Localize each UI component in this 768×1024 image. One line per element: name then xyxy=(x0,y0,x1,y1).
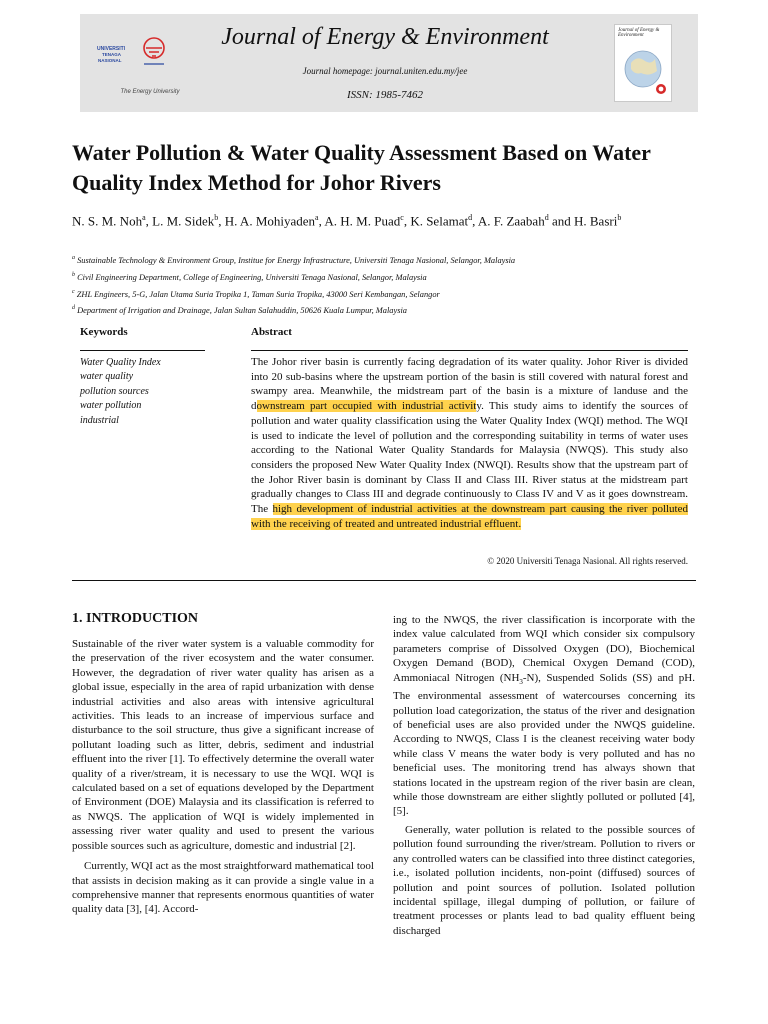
journal-homepage[interactable]: Journal homepage: journal.uniten.edu.my/jee xyxy=(302,66,468,76)
keywords-heading: Keywords xyxy=(80,326,128,338)
abstract-highlight-1: ownstream part occupied with industrial activit xyxy=(256,400,477,413)
author-affiliation-mark: b xyxy=(214,213,219,222)
keyword-item: industrial xyxy=(80,414,119,426)
cover-title: Journal of Energy & Environment xyxy=(618,28,660,38)
intro-paragraph-1: Sustainable of the river water system is a valuable commodity for the preservation of the river ecosystem and the water consumer. However, the degradation of river water quality has arisen as a global issue, especially in the area of rapid urbanization with dense industrial activities and also areas with intensive agricultural activities. This leads to an increase of impervious surface and disturbance to the soil structure, thus give a significant increase of pollutant loading such as litter, debris, sediment and industrial effluent into the river [1]. To effectively determine the overall water quality of a river/stream, it is necessary to use the WQI. WQI is calculated based on a set of equations developed by the Department of Environment (DOE) Malaysia and its classification is referred to as NWQS. The application of WQI is widely implemented in assessing river water quality and used to present the various possible sources such as agriculture, domestic and industrial [2]. xyxy=(72,638,374,852)
copyright-notice: © 2020 Universiti Tenaga Nasional. All rights reserved. xyxy=(487,556,688,566)
affiliation-letter: d xyxy=(72,305,75,312)
keyword-list xyxy=(80,356,210,428)
affiliation-text: Sustainable Technology & Environment Group, Institue for Energy Infrastructure, Universiti Tenaga Nasional, Selangor, Malaysia xyxy=(75,255,516,265)
author-affiliation-mark: d xyxy=(544,213,549,222)
author-name: A. H. M. Puad xyxy=(324,213,401,229)
abstract-divider xyxy=(251,350,688,351)
author-name: H. A. Mohiyaden xyxy=(224,213,316,229)
abstract-highlight-2: high development of industrial activities at the downstream part causing the river polluted with the receiving of treated and untreated industrial effluent. xyxy=(251,503,688,530)
author-affiliation-mark: c xyxy=(400,213,404,222)
affiliation-text: Civil Engineering Department, College of Engineering, Universiti Tenaga Nasional, Selangor, Malaysia xyxy=(75,272,427,282)
abstract-part-1: The Johor river basin is currently facing degradation of its water quality. Johor River is divided into 20 sub-basins where the upstream portion of the basin is still covered with natural forest and swampy area. Meanwhile, the midstream part of the basin is a mixture of landuse and the d xyxy=(251,356,688,413)
affiliation-letter: b xyxy=(72,271,75,278)
intro-paragraph-2: Currently, WQI act as the most straightforward mathematical tool that assists in decision making as it can provide a single value in a comprehensive manner that represents enormous quantities of water quality data [3], [4]. Accord- xyxy=(72,860,374,916)
intro-paragraph-2-continued: ing to the NWQS, the river classification is incorporate with the index value calculated from WQI which consider six compulsory parameters comprise of Dissolved Oxygen (DO), Biochemical Oxygen Demand (BOD), Chemical Oxygen Demand (COD), Ammoniacal Nitrogen $(NH_3-N)$, Suspended Solids (SS) and pH. The environmental assessment of watercourses concerning its pollution load categorization, the status of the river and designation of beneficial uses are also provided under the NWQS guideline. According to NWQS, Class I is the cleanest receiving water body while class V means the water body is very polluted and has no beneficial uses. The monitoring trend has always shown that stations located in the upstream region of the river basin are clean, while those downstream are either slightly polluted or polluted [4], [5]. xyxy=(393,614,695,818)
author-affiliation-mark: a xyxy=(315,213,319,222)
affiliation-item xyxy=(72,268,702,285)
globe-icon xyxy=(615,25,671,101)
author-name: K. Selamat xyxy=(410,213,469,229)
university-name-line2: TENAGA xyxy=(102,52,121,57)
affiliation-list xyxy=(72,251,702,318)
affiliation-letter: a xyxy=(72,255,75,261)
university-emblem-icon xyxy=(92,34,190,74)
university-name-line3: NASIONAL xyxy=(98,58,122,63)
article-title: Water Pollution & Water Quality Assessment Based on Water Quality Index Method for Johor Rivers xyxy=(72,140,651,195)
chemical-subscript: 3 xyxy=(519,677,523,686)
affiliation-letter: c xyxy=(72,288,75,295)
university-logo xyxy=(92,34,190,95)
author-name: N. S. M. Noh xyxy=(72,213,143,229)
section-title: 1. INTRODUCTION xyxy=(72,611,199,626)
author-list: N. S. M. Noh$^a$, L. M. Sidek$^b$, H. A. Mohiyaden$^a$, A. H. M. Puad$^c$, K. Selamat$^d$, A. F. Zaabah$^d$ and H. Basri$^b$ xyxy=(72,213,622,229)
keyword-item: water pollution xyxy=(80,400,142,412)
intro-paragraph-3: Generally, water pollution is related to the possible sources of pollution found surrounding the river/stream. Pollution to rivers or any controlled waters can be classified into three distinct categories, i.e., isolated pollution incidents, non-point (diffused) sources of pollution and point sources of pollution. Isolated pollution incidental spillage, illegal dumping of pollution, or failure of treatment processes or plants lead to bad quality effluent being discharged xyxy=(393,823,695,937)
author-name: H. Basri xyxy=(573,213,618,229)
affiliation-item xyxy=(72,285,702,302)
author-affiliation-mark: d xyxy=(468,213,473,222)
abstract-heading: Abstract xyxy=(251,326,292,338)
keyword-item: water quality xyxy=(80,371,134,383)
author-name: L. M. Sidek xyxy=(152,213,215,229)
university-tagline: The Energy University xyxy=(120,89,180,95)
section-divider xyxy=(72,580,696,581)
affiliation-item xyxy=(72,301,702,318)
journal-header xyxy=(80,14,698,112)
body-column-right xyxy=(393,613,695,942)
author-name: A. F. Zaabah xyxy=(477,213,545,229)
journal-cover-thumbnail xyxy=(614,24,672,102)
affiliation-item xyxy=(72,251,702,268)
affiliation-text: Department of Irrigation and Drainage, Jalan Sultan Salahuddin, 50626 Kuala Lumpur, Malaysia xyxy=(75,306,407,316)
journal-title: Journal of Energy & Environment xyxy=(221,24,549,50)
body-column-left xyxy=(72,610,374,923)
university-name-line1: UNIVERSITI xyxy=(97,46,126,52)
author-affiliation-mark: a xyxy=(142,213,146,222)
keyword-item: pollution sources xyxy=(80,385,149,397)
keyword-item: Water Quality Index xyxy=(80,357,161,368)
abstract-text xyxy=(251,355,688,531)
abstract-part-2: y. This study aims to identify the sources of pollution and water quality classification using the Water Quality Index (WQI) method. The WQI is used to indicate the level of pollution and the corresponding suitability in terms of water uses according to the National Water Quality Standards for Malaysia (NWQS). This study also considers the proposed New Water Quality Index (NWQI). Results show that the upstream part of the Johor River basin is dominant by Class II and Class III. River status at the midstream part gradually changes to Class III and degrade continuously to Class IV and V as it goes downstream. The xyxy=(251,400,688,516)
journal-issn: ISSN: 1985-7462 xyxy=(346,89,424,101)
affiliation-text: ZHL Engineers, 5-G, Jalan Utama Suria Tropika 1, Taman Suria Tropika, 43000 Seri Kembangan, Selangor xyxy=(74,289,440,299)
author-affiliation-mark: b xyxy=(617,213,622,222)
keywords-divider xyxy=(80,350,205,351)
